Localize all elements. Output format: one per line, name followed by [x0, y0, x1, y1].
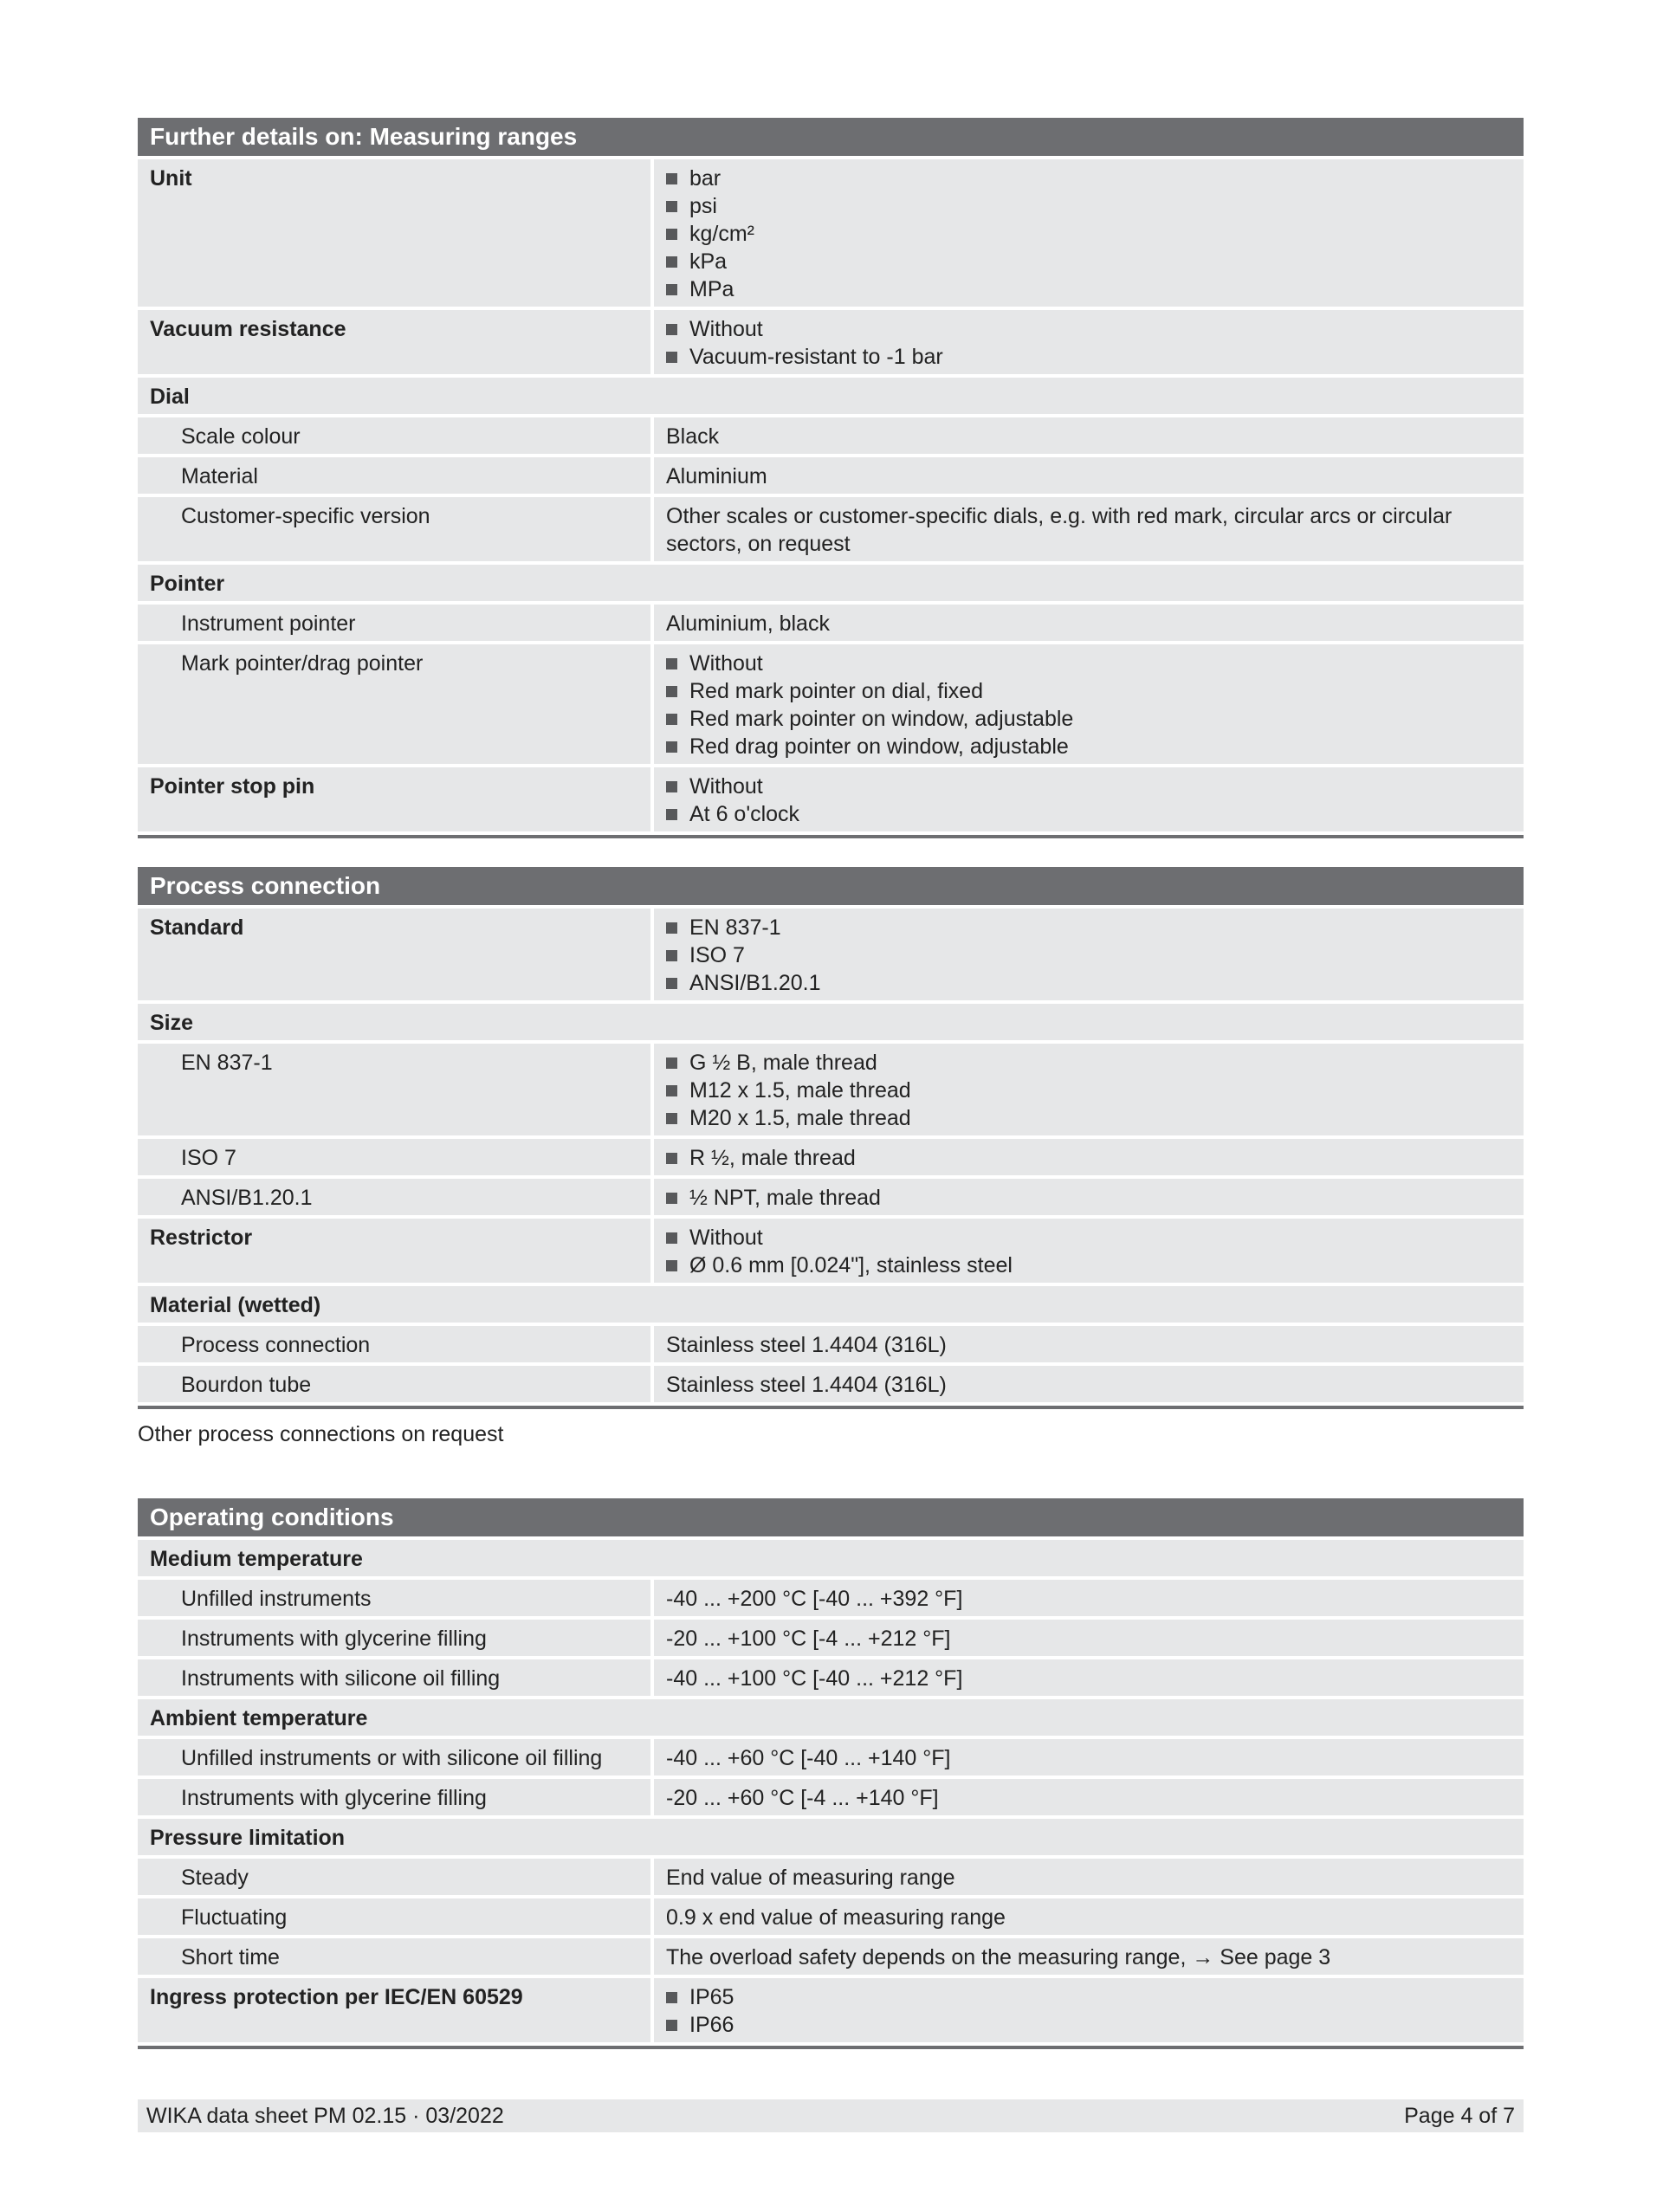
list-item: Vacuum-resistant to -1 bar	[666, 343, 1511, 371]
stop-pin-list	[654, 767, 1524, 831]
section-header: Operating conditions	[138, 1498, 1524, 1536]
row-value: -40 ... +200 °C [-40 ... +392 °F]	[654, 1580, 1524, 1616]
group-label: Dial	[138, 378, 1524, 414]
table-row	[138, 310, 1524, 374]
section-header: Process connection	[138, 867, 1524, 905]
bullet-square-icon	[666, 1260, 677, 1271]
table-row	[138, 565, 1524, 601]
ansi-size-list	[654, 1179, 1524, 1215]
row-label: Fluctuating	[138, 1898, 650, 1935]
row-label: Restrictor	[138, 1219, 650, 1283]
group-label: Pointer	[138, 565, 1524, 601]
measuring-ranges-table	[138, 118, 1524, 838]
row-label: Steady	[138, 1859, 650, 1895]
group-label: Size	[138, 1004, 1524, 1040]
iso-size-list	[654, 1139, 1524, 1175]
table-row	[138, 909, 1524, 1000]
list-item: kg/cm²	[666, 220, 1511, 248]
operating-conditions-table	[138, 1498, 1524, 2049]
bullet-square-icon	[666, 173, 677, 184]
list-item: At 6 o'clock	[666, 800, 1511, 828]
list-item: ISO 7	[666, 941, 1511, 969]
row-value: -40 ... +60 °C [-40 ... +140 °F]	[654, 1739, 1524, 1775]
bullet-square-icon	[666, 922, 677, 934]
row-label: Instruments with silicone oil filling	[138, 1659, 650, 1696]
row-label: Ingress protection per IEC/EN 60529	[138, 1978, 650, 2042]
footer-page-number: Page 4 of 7	[1404, 2103, 1515, 2128]
list-item: psi	[666, 192, 1511, 220]
row-label: Material	[138, 457, 650, 494]
table-bottom-rule	[138, 1406, 1524, 1409]
list-item: ½ NPT, male thread	[666, 1184, 1511, 1212]
row-value: Aluminium	[654, 457, 1524, 494]
standard-list	[654, 909, 1524, 1000]
bullet-square-icon	[666, 1193, 677, 1204]
row-label: ANSI/B1.20.1	[138, 1179, 650, 1215]
row-label: Instruments with glycerine filling	[138, 1620, 650, 1656]
bullet-square-icon	[666, 809, 677, 820]
table-row	[138, 1739, 1524, 1775]
bullet-square-icon	[666, 1992, 677, 2003]
row-label: Mark pointer/drag pointer	[138, 644, 650, 764]
footer-doc-id: WIKA data sheet PM 02.15 · 03/2022	[146, 2103, 504, 2128]
table-row	[138, 1580, 1524, 1616]
table-bottom-rule	[138, 835, 1524, 838]
table-row	[138, 497, 1524, 561]
table-row	[138, 1286, 1524, 1323]
bullet-square-icon	[666, 352, 677, 363]
row-value: -20 ... +100 °C [-4 ... +212 °F]	[654, 1620, 1524, 1656]
page-footer	[138, 2099, 1524, 2132]
bullet-square-icon	[666, 950, 677, 961]
bullet-square-icon	[666, 1057, 677, 1069]
bullet-square-icon	[666, 284, 677, 295]
bullet-square-icon	[666, 781, 677, 792]
row-label: Process connection	[138, 1326, 650, 1362]
bullet-square-icon	[666, 2020, 677, 2031]
table-row	[138, 1699, 1524, 1736]
table-row	[138, 378, 1524, 414]
list-item: ANSI/B1.20.1	[666, 969, 1511, 997]
bullet-square-icon	[666, 324, 677, 335]
group-label: Ambient temperature	[138, 1699, 1524, 1736]
list-item: Without	[666, 650, 1511, 677]
list-item: M20 x 1.5, male thread	[666, 1104, 1511, 1132]
row-value: The overload safety depends on the measuring range, → See page 3	[654, 1938, 1524, 1975]
section-header: Further details on: Measuring ranges	[138, 118, 1524, 156]
row-label: EN 837-1	[138, 1044, 650, 1135]
table-row	[138, 767, 1524, 831]
bullet-square-icon	[666, 229, 677, 240]
unit-list	[654, 159, 1524, 307]
row-value: Black	[654, 417, 1524, 454]
row-label: Unfilled instruments or with silicone oil filling	[138, 1739, 650, 1775]
row-label: Pointer stop pin	[138, 767, 650, 831]
row-label: ISO 7	[138, 1139, 650, 1175]
table-row	[138, 1898, 1524, 1935]
list-item: Ø 0.6 mm [0.024"], stainless steel	[666, 1252, 1511, 1279]
list-item: IP65	[666, 1983, 1511, 2011]
table-row	[138, 1219, 1524, 1283]
mark-pointer-list	[654, 644, 1524, 764]
row-value: -20 ... +60 °C [-4 ... +140 °F]	[654, 1779, 1524, 1815]
bullet-square-icon	[666, 658, 677, 669]
row-value: 0.9 x end value of measuring range	[654, 1898, 1524, 1935]
row-label: Customer-specific version	[138, 497, 650, 561]
row-label: Unfilled instruments	[138, 1580, 650, 1616]
en-size-list	[654, 1044, 1524, 1135]
process-note: Other process connections on request	[138, 1422, 504, 1446]
row-label: Scale colour	[138, 417, 650, 454]
group-label: Medium temperature	[138, 1540, 1524, 1576]
table-bottom-rule	[138, 2046, 1524, 2049]
list-item: Without	[666, 315, 1511, 343]
table-row	[138, 1978, 1524, 2042]
row-value: Stainless steel 1.4404 (316L)	[654, 1366, 1524, 1402]
row-label: Unit	[138, 159, 650, 307]
restrictor-list	[654, 1219, 1524, 1283]
table-row	[138, 417, 1524, 454]
row-value: Aluminium, black	[654, 605, 1524, 641]
row-value: -40 ... +100 °C [-40 ... +212 °F]	[654, 1659, 1524, 1696]
ingress-list	[654, 1978, 1524, 2042]
table-row	[138, 1326, 1524, 1362]
row-label: Vacuum resistance	[138, 310, 650, 374]
row-label: Instrument pointer	[138, 605, 650, 641]
group-label: Pressure limitation	[138, 1819, 1524, 1855]
list-item: kPa	[666, 248, 1511, 275]
table-row	[138, 1779, 1524, 1815]
list-item: Without	[666, 1224, 1511, 1252]
list-item: Red mark pointer on window, adjustable	[666, 705, 1511, 733]
bullet-square-icon	[666, 741, 677, 753]
bullet-square-icon	[666, 1153, 677, 1164]
bullet-square-icon	[666, 1113, 677, 1124]
table-row	[138, 1044, 1524, 1135]
list-item: bar	[666, 165, 1511, 192]
table-row	[138, 457, 1524, 494]
bullet-square-icon	[666, 201, 677, 212]
table-row	[138, 159, 1524, 307]
table-row	[138, 1366, 1524, 1402]
bullet-square-icon	[666, 256, 677, 268]
list-item: EN 837-1	[666, 914, 1511, 941]
row-value: End value of measuring range	[654, 1859, 1524, 1895]
table-row	[138, 1139, 1524, 1175]
row-label: Instruments with glycerine filling	[138, 1779, 650, 1815]
row-value: Stainless steel 1.4404 (316L)	[654, 1326, 1524, 1362]
group-label: Material (wetted)	[138, 1286, 1524, 1323]
table-row	[138, 1859, 1524, 1895]
row-label: Standard	[138, 909, 650, 1000]
vacuum-list	[654, 310, 1524, 374]
list-item: Red drag pointer on window, adjustable	[666, 733, 1511, 760]
list-item: R ½, male thread	[666, 1144, 1511, 1172]
table-row	[138, 1004, 1524, 1040]
table-row	[138, 1659, 1524, 1696]
list-item: IP66	[666, 2011, 1511, 2039]
list-item: G ½ B, male thread	[666, 1049, 1511, 1077]
table-row	[138, 1819, 1524, 1855]
table-row	[138, 605, 1524, 641]
list-item: MPa	[666, 275, 1511, 303]
row-value: Other scales or customer-specific dials, e.g. with red mark, circular arcs or circular sectors, on request	[654, 497, 1524, 561]
table-row	[138, 644, 1524, 764]
list-item: M12 x 1.5, male thread	[666, 1077, 1511, 1104]
table-row	[138, 1540, 1524, 1576]
bullet-square-icon	[666, 1232, 677, 1244]
row-label: Bourdon tube	[138, 1366, 650, 1402]
table-row	[138, 1620, 1524, 1656]
row-label: Short time	[138, 1938, 650, 1975]
bullet-square-icon	[666, 686, 677, 697]
bullet-square-icon	[666, 978, 677, 989]
bullet-square-icon	[666, 1085, 677, 1096]
bullet-square-icon	[666, 714, 677, 725]
table-row	[138, 1938, 1524, 1975]
table-row	[138, 1179, 1524, 1215]
list-item: Red mark pointer on dial, fixed	[666, 677, 1511, 705]
process-connection-table	[138, 867, 1524, 1409]
list-item: Without	[666, 773, 1511, 800]
